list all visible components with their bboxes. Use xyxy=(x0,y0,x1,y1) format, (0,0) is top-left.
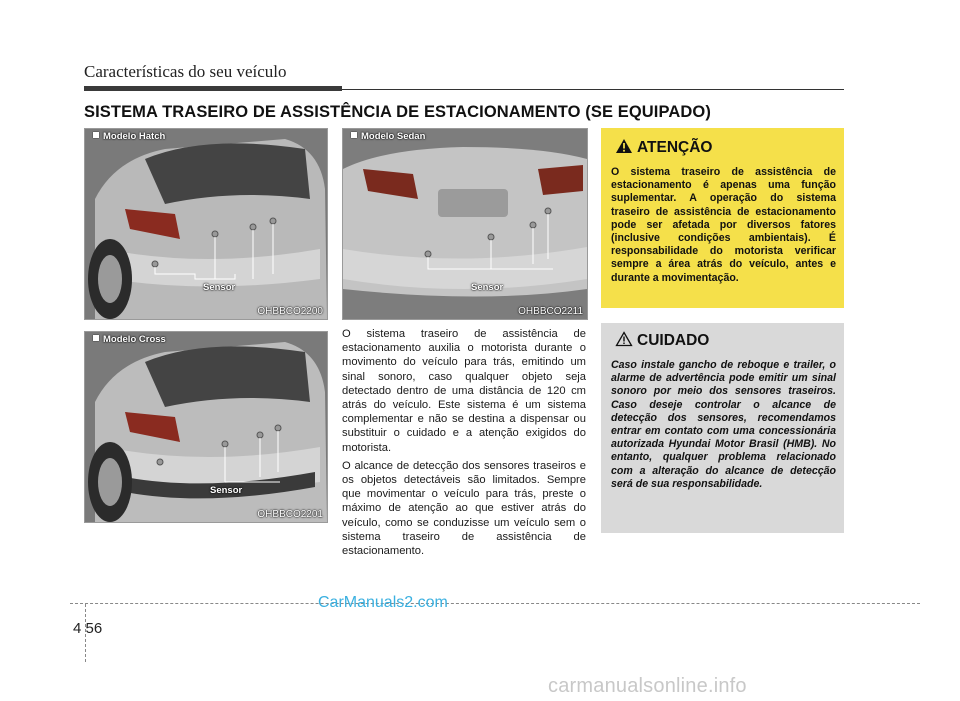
figure-label: Modelo Sedan xyxy=(351,131,425,142)
figure-code: OHBBCO2200 xyxy=(257,306,323,317)
figure-code: OHBBCO2201 xyxy=(257,509,323,520)
sensor-label: Sensor xyxy=(471,282,504,293)
caution-text: Caso instale gancho de reboque e trailer, o alarme de advertência pode emitir um sinal sonoro por meio dos sensores traseiros. Caso deseje controlar o alcance de detecção dos sensores, recomendamos entrar em contato com uma concessionária autorizada Hyundai Motor Brasil (HMB). No entanto, qualquer problema relacionado com a alteração do alcance de detecção será de sua responsabilidade. xyxy=(611,359,836,490)
caution-title: CUIDADO xyxy=(615,332,709,350)
figure-sedan xyxy=(342,128,588,320)
figure-code: OHBBCO2211 xyxy=(518,306,583,317)
sensor-label: Sensor xyxy=(203,282,236,293)
footer-dashed-rule xyxy=(70,603,920,604)
warning-triangle-icon xyxy=(615,138,633,154)
figure-hatch xyxy=(84,128,328,320)
body-paragraph: O sistema traseiro de assistência de estacionamento auxilia o motorista durante o movimento do veículo para trás, emitindo um sinal sonoro, caso qualquer objeto seja detectado dentro de uma distância de 120 cm atrás do veículo. Este sistema é um sistema complementar e não se destina a dispensar ou substituir o cuidado e a atenção exigidos do motorista. xyxy=(342,328,586,454)
figure-label: Modelo Cross xyxy=(93,334,166,345)
sedan-car-illustration xyxy=(343,129,587,319)
warning-title: ATENÇÃO xyxy=(615,139,713,157)
sensor-label: Sensor xyxy=(210,485,243,496)
caution-triangle-icon xyxy=(615,331,633,347)
warning-box xyxy=(601,128,844,308)
cross-car-illustration xyxy=(85,332,327,522)
section-title: SISTEMA TRASEIRO DE ASSISTÊNCIA DE ESTACIONAMENTO (SE EQUIPADO) xyxy=(84,103,711,121)
watermark-bottom: carmanualsonline.info xyxy=(548,675,747,697)
watermark-link[interactable]: CarManuals2.com xyxy=(318,594,448,611)
caution-box xyxy=(601,323,844,533)
body-paragraph: O alcance de detecção dos sensores traseiros e os objetos detectáveis são limitados. Sempre que movimentar o veículo para trás, preste o máximo de atenção ao que estiver atrás do veículo, como se conduzisse um veículo sem o sistema traseiro de assistência de estacionamento. xyxy=(342,459,586,558)
figure-label: Modelo Hatch xyxy=(93,131,165,142)
page-number: 4 56 xyxy=(73,620,103,637)
header-rule-accent xyxy=(84,86,342,91)
figure-cross xyxy=(84,331,328,523)
body-text xyxy=(342,327,586,562)
chapter-title: Características do seu veículo xyxy=(84,62,287,81)
warning-text: O sistema traseiro de assistência de estacionamento é apenas uma função suplementar. A operação do sistema traseiro de assistência de estacionamento pode ser afetada por diversos fatores (inclusive condições ambientais). É responsabilidade do motorista verificar sempre a área atrás do veículo, antes e durante a movimentação. xyxy=(611,166,836,284)
